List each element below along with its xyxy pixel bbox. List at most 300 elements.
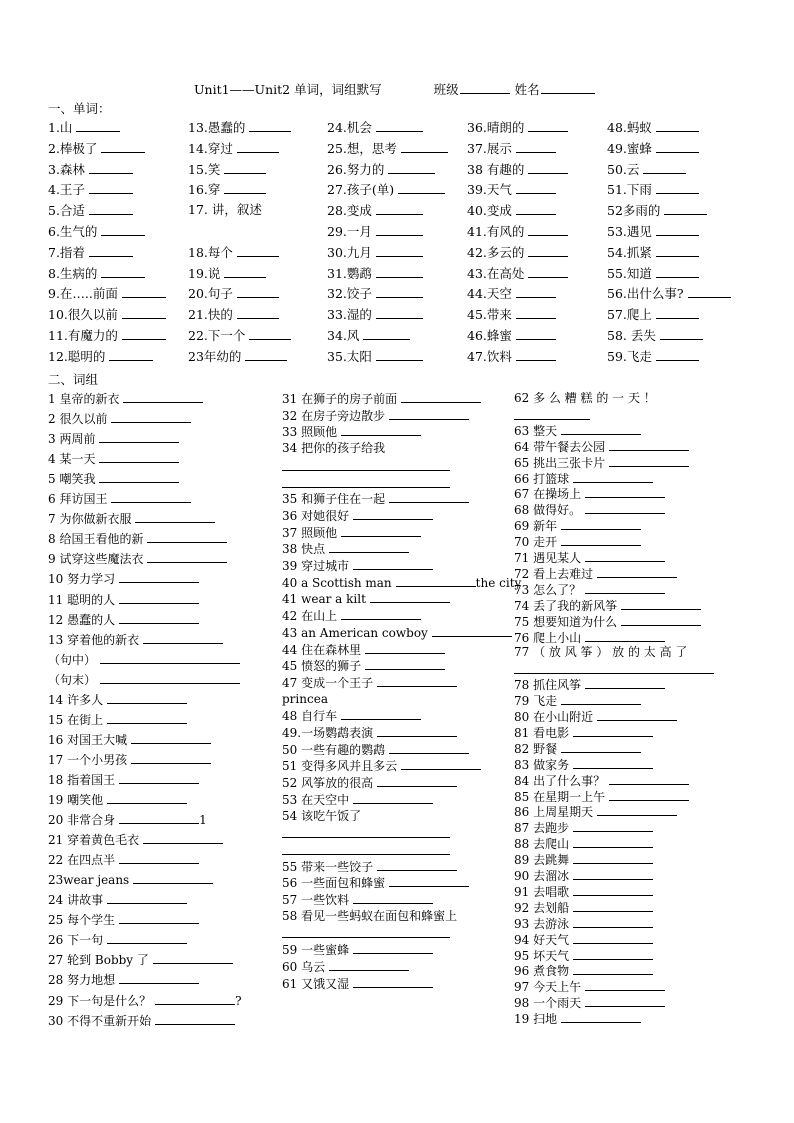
answer-blank[interactable] xyxy=(107,791,187,804)
phrase-prompt: 78 抓住风筝 xyxy=(514,678,582,693)
word-prompt: 30.九月 xyxy=(327,244,372,260)
answer-line[interactable] xyxy=(282,937,450,938)
answer-blank[interactable] xyxy=(249,327,291,340)
answer-blank[interactable] xyxy=(353,507,433,520)
phrase-item xyxy=(514,899,653,915)
phrase-prompt: 12 愚蠢的人 xyxy=(48,612,116,627)
phrase-prompt: 57 一些饮料 xyxy=(282,893,350,907)
answer-blank[interactable] xyxy=(123,390,203,403)
answer-blank[interactable] xyxy=(660,327,703,340)
answer-blank[interactable] xyxy=(388,161,435,174)
answer-blank[interactable] xyxy=(609,788,689,801)
answer-blank[interactable] xyxy=(573,835,653,848)
answer-blank[interactable] xyxy=(573,915,653,928)
word-item xyxy=(48,140,145,156)
answer-blank[interactable] xyxy=(100,651,240,664)
phrase-item xyxy=(282,724,457,740)
answer-blank[interactable] xyxy=(656,306,699,319)
phrase-prompt: 49.一场鹦鹉表演 xyxy=(282,726,374,740)
answer-blank[interactable] xyxy=(122,306,166,319)
phrase-item xyxy=(514,644,687,660)
word-item xyxy=(188,327,291,343)
phrase-prompt: 82 野餐 xyxy=(514,741,558,756)
phrase-prompt: 13 穿着他的新衣 xyxy=(48,632,140,647)
word-prompt: 38 有趣的 xyxy=(467,161,525,177)
answer-blank[interactable] xyxy=(101,223,145,236)
answer-blank[interactable] xyxy=(122,327,166,340)
answer-blank[interactable] xyxy=(585,485,665,498)
word-prompt: 10.很久以前 xyxy=(48,307,118,323)
answer-blank[interactable] xyxy=(656,223,699,236)
word-prompt: 26.努力的 xyxy=(327,161,385,177)
answer-blank[interactable] xyxy=(147,550,227,563)
answer-blank[interactable] xyxy=(376,306,423,319)
word-prompt: 36.晴朗的 xyxy=(467,120,525,135)
answer-blank[interactable] xyxy=(143,831,223,844)
answer-blank[interactable] xyxy=(89,181,133,194)
phrase-prompt: 38 快点 xyxy=(282,542,326,557)
phrase-item xyxy=(48,891,187,907)
answer-blank[interactable] xyxy=(249,119,291,132)
answer-blank[interactable] xyxy=(224,161,266,174)
word-item xyxy=(327,181,445,197)
answer-blank[interactable] xyxy=(561,422,641,435)
phrase-prompt: 87 去跑步 xyxy=(514,821,570,836)
word-prompt: 19.说 xyxy=(188,265,221,281)
answer-blank[interactable] xyxy=(621,613,701,626)
word-item xyxy=(467,265,568,281)
word-prompt: 28.变成 xyxy=(327,203,372,219)
answer-blank[interactable] xyxy=(100,671,240,684)
answer-blank[interactable] xyxy=(389,741,469,754)
answer-blank[interactable] xyxy=(389,490,469,503)
answer-blank[interactable] xyxy=(516,306,556,319)
phrase-item xyxy=(282,507,433,523)
phrase-prompt: （句末） xyxy=(48,672,97,687)
word-prompt: 42.多云的 xyxy=(467,244,525,260)
answer-blank[interactable] xyxy=(573,851,653,864)
phrase-item xyxy=(282,557,433,573)
answer-blank[interactable] xyxy=(609,454,689,467)
answer-blank[interactable] xyxy=(237,140,279,153)
phrase-item xyxy=(48,871,213,887)
word-item xyxy=(607,140,699,156)
phrase-suffix: a xyxy=(320,691,328,706)
answer-blank[interactable] xyxy=(389,874,469,887)
answer-blank[interactable] xyxy=(224,181,266,194)
phrase-prompt: 76 爬上小山 xyxy=(514,630,582,645)
phrase-prompt: 68 做得好。 xyxy=(514,503,582,518)
phrase-prompt: 53 在天空中 xyxy=(282,792,350,807)
answer-blank[interactable] xyxy=(561,1010,641,1023)
word-prompt: 45.带来 xyxy=(467,307,512,323)
word-prompt: 55.知道 xyxy=(607,265,652,281)
answer-blank[interactable] xyxy=(89,161,133,174)
word-item xyxy=(607,161,686,177)
answer-blank[interactable] xyxy=(664,202,707,215)
phrase-prompt: 20 非常合身 xyxy=(48,813,116,828)
answer-blank[interactable] xyxy=(528,244,568,257)
phrase-prompt: 43 an American cowboy xyxy=(282,625,428,640)
word-item xyxy=(327,161,435,177)
phrase-prompt: 64 带午餐去公园 xyxy=(514,439,606,454)
answer-blank[interactable] xyxy=(585,994,665,1007)
answer-blank[interactable] xyxy=(561,740,641,753)
answer-blank[interactable] xyxy=(573,819,653,832)
answer-blank[interactable] xyxy=(111,410,191,423)
answer-blank[interactable] xyxy=(401,140,448,153)
answer-blank[interactable] xyxy=(516,285,556,298)
word-prompt: 17. 讲，叙述 xyxy=(188,202,262,218)
answer-blank[interactable] xyxy=(119,971,199,984)
answer-blank[interactable] xyxy=(376,285,423,298)
answer-blank[interactable] xyxy=(99,430,179,443)
answer-blank[interactable] xyxy=(119,591,199,604)
answer-blank[interactable] xyxy=(573,756,653,769)
answer-blank[interactable] xyxy=(353,975,433,988)
answer-blank[interactable] xyxy=(365,657,445,670)
answer-blank[interactable] xyxy=(377,724,457,737)
phrase-item xyxy=(514,724,653,740)
answer-blank[interactable] xyxy=(377,774,457,787)
answer-blank[interactable] xyxy=(341,707,421,720)
answer-blank[interactable] xyxy=(396,574,476,587)
phrase-item xyxy=(282,540,409,556)
answer-blank[interactable] xyxy=(573,867,653,880)
word-item xyxy=(327,202,423,218)
phrase-prompt: 24 讲故事 xyxy=(48,893,104,908)
phrase-item xyxy=(514,501,665,517)
answer-blank[interactable] xyxy=(398,181,445,194)
answer-blank[interactable] xyxy=(528,223,568,236)
phrase-prompt: 16 对国王大喊 xyxy=(48,732,128,747)
answer-blank[interactable] xyxy=(656,181,699,194)
word-item xyxy=(327,327,410,343)
answer-blank[interactable] xyxy=(656,244,699,257)
phrase-item xyxy=(514,517,641,533)
word-item xyxy=(327,265,423,281)
phrase-item xyxy=(48,550,227,566)
phrase-item xyxy=(514,978,665,994)
answer-blank[interactable] xyxy=(585,501,665,514)
phrase-item xyxy=(514,549,665,565)
phrase-item xyxy=(48,430,179,446)
answer-blank[interactable] xyxy=(224,265,266,278)
phrase-prompt: 75 想要知道为什么 xyxy=(514,614,618,629)
word-prompt: 35.太阳 xyxy=(327,348,372,364)
word-item xyxy=(48,285,166,301)
answer-blank[interactable] xyxy=(147,530,227,543)
answer-blank[interactable] xyxy=(401,757,481,770)
answer-blank[interactable] xyxy=(432,624,512,637)
answer-blank[interactable] xyxy=(329,540,409,553)
answer-blank[interactable] xyxy=(516,202,556,215)
word-prompt: 34.风 xyxy=(327,328,360,343)
answer-line[interactable] xyxy=(282,487,450,488)
word-item xyxy=(607,181,699,197)
phrase-item xyxy=(514,565,677,581)
answer-blank[interactable] xyxy=(153,951,233,964)
word-prompt: 53.遇见 xyxy=(607,224,652,239)
answer-blank[interactable] xyxy=(119,570,199,583)
phrase-item xyxy=(282,808,361,824)
phrase-item xyxy=(48,591,199,607)
answer-blank[interactable] xyxy=(376,119,423,132)
word-item xyxy=(607,285,731,301)
answer-blank[interactable] xyxy=(609,438,689,451)
phrase-item xyxy=(514,708,677,724)
answer-blank[interactable] xyxy=(133,871,213,884)
answer-blank[interactable] xyxy=(119,771,199,784)
word-item xyxy=(327,306,423,322)
phrase-item xyxy=(48,611,199,627)
answer-blank[interactable] xyxy=(107,711,187,724)
word-item xyxy=(48,181,133,197)
answer-blank[interactable] xyxy=(528,265,568,278)
answer-blank[interactable] xyxy=(516,181,556,194)
phrase-item xyxy=(514,851,653,867)
phrase-prompt: 15 在街上 xyxy=(48,712,104,727)
answer-blank[interactable] xyxy=(353,941,433,954)
phrase-prompt: 40 a Scottish man xyxy=(282,575,392,590)
answer-blank[interactable] xyxy=(621,597,701,610)
phrase-item xyxy=(514,470,653,486)
word-prompt: 9.在…..前面 xyxy=(48,286,118,302)
phrase-prompt: 36 对她很好 xyxy=(282,508,350,523)
answer-blank[interactable] xyxy=(341,524,421,537)
answer-blank[interactable] xyxy=(245,348,287,361)
phrase-item xyxy=(514,756,653,772)
word-prompt: 3.森林 xyxy=(48,161,85,177)
word-item xyxy=(467,327,556,343)
answer-blank[interactable] xyxy=(341,423,421,436)
phrase-prompt: 45 愤怒的狮子 xyxy=(282,659,362,674)
phrase-prompt: 39 穿过城市 xyxy=(282,559,350,573)
answer-blank[interactable] xyxy=(597,803,677,816)
answer-blank[interactable] xyxy=(516,348,556,361)
phrase-item xyxy=(514,454,689,470)
answer-blank[interactable] xyxy=(573,724,653,737)
answer-blank[interactable] xyxy=(585,629,665,642)
answer-blank[interactable] xyxy=(585,581,665,594)
answer-blank[interactable] xyxy=(109,348,153,361)
word-prompt: 4.王子 xyxy=(48,182,85,198)
answer-blank[interactable] xyxy=(353,557,433,570)
phrase-item xyxy=(514,931,653,947)
phrase-item xyxy=(282,657,445,673)
word-item xyxy=(607,265,699,281)
phrase-item xyxy=(48,671,240,687)
phrase-item xyxy=(48,390,203,406)
answer-blank[interactable] xyxy=(353,791,433,804)
class-blank[interactable] xyxy=(460,81,510,94)
answer-blank[interactable] xyxy=(377,858,457,871)
answer-blank[interactable] xyxy=(516,327,556,340)
phrase-prompt: 30 不得不重新开始 xyxy=(48,1013,152,1028)
answer-blank[interactable] xyxy=(656,265,699,278)
phrase-suffix: 1 xyxy=(199,813,207,828)
word-item xyxy=(607,202,707,218)
answer-blank[interactable] xyxy=(119,851,199,864)
answer-blank[interactable] xyxy=(528,161,568,174)
answer-blank[interactable] xyxy=(389,407,469,420)
answer-line[interactable] xyxy=(514,673,714,674)
answer-blank[interactable] xyxy=(573,883,653,896)
answer-blank[interactable] xyxy=(573,962,653,975)
phrase-item xyxy=(282,741,469,757)
word-prompt: 14.穿过 xyxy=(188,140,233,156)
answer-blank[interactable] xyxy=(597,708,677,721)
phrase-prompt: 73 怎么了？ xyxy=(514,582,582,597)
word-item xyxy=(48,202,133,218)
answer-blank[interactable] xyxy=(122,285,166,298)
answer-blank[interactable] xyxy=(561,692,641,705)
answer-blank[interactable] xyxy=(131,731,211,744)
answer-blank[interactable] xyxy=(353,891,433,904)
answer-blank[interactable] xyxy=(155,1012,235,1025)
answer-blank[interactable] xyxy=(597,565,677,578)
word-prompt: 23年幼的 xyxy=(188,348,242,364)
phrase-item xyxy=(514,835,653,851)
answer-blank[interactable] xyxy=(573,470,653,483)
phrase-item xyxy=(514,819,653,835)
phrase-prompt: 71 遇见某人 xyxy=(514,551,582,565)
answer-blank[interactable] xyxy=(643,161,686,174)
phrase-prompt: 5 嘲笑我 xyxy=(48,472,96,487)
answer-blank[interactable] xyxy=(370,590,450,603)
phrase-item xyxy=(282,423,421,439)
answer-blank[interactable] xyxy=(89,244,133,257)
answer-line[interactable] xyxy=(282,837,450,838)
phrase-item xyxy=(514,803,677,819)
phrase-prompt: 47 变成一个王子 xyxy=(282,675,374,690)
word-item xyxy=(327,348,423,364)
word-item xyxy=(188,181,266,197)
answer-blank[interactable] xyxy=(656,119,699,132)
word-prompt: 46.蜂蜜 xyxy=(467,328,512,343)
answer-blank[interactable] xyxy=(561,517,641,530)
answer-blank[interactable] xyxy=(143,631,223,644)
answer-blank[interactable] xyxy=(609,772,689,785)
phrase-item xyxy=(514,1010,641,1026)
answer-blank[interactable] xyxy=(101,140,145,153)
answer-blank[interactable] xyxy=(376,223,423,236)
answer-blank[interactable] xyxy=(135,510,215,523)
phrase-item xyxy=(282,674,457,690)
answer-blank[interactable] xyxy=(376,348,423,361)
answer-blank[interactable] xyxy=(363,327,410,340)
answer-blank[interactable] xyxy=(376,202,423,215)
name-blank[interactable] xyxy=(541,81,595,94)
word-prompt: 48.蚂蚁 xyxy=(607,120,652,135)
word-prompt: 2.棒极了 xyxy=(48,140,98,156)
phrase-item xyxy=(282,707,421,723)
answer-blank[interactable] xyxy=(401,390,481,403)
answer-blank[interactable] xyxy=(237,285,279,298)
answer-blank[interactable] xyxy=(131,751,211,764)
answer-blank[interactable] xyxy=(376,244,423,257)
phrase-item xyxy=(282,607,421,623)
word-prompt: 11.有魔力的 xyxy=(48,328,118,343)
answer-blank[interactable] xyxy=(376,265,423,278)
answer-blank[interactable] xyxy=(585,549,665,562)
answer-blank[interactable] xyxy=(76,119,120,132)
answer-blank[interactable] xyxy=(573,947,653,960)
answer-line[interactable] xyxy=(514,419,590,420)
phrase-prompt: 97 今天上午 xyxy=(514,980,582,995)
word-prompt: 44.天空 xyxy=(467,286,512,302)
phrase-item xyxy=(282,574,521,590)
answer-blank[interactable] xyxy=(119,811,199,824)
answer-blank[interactable] xyxy=(107,931,187,944)
answer-blank[interactable] xyxy=(237,306,279,319)
answer-blank[interactable] xyxy=(585,676,665,689)
answer-blank[interactable] xyxy=(107,891,187,904)
answer-blank[interactable] xyxy=(89,202,133,215)
word-prompt: 12.聪明的 xyxy=(48,348,106,364)
word-item xyxy=(607,244,699,260)
word-prompt: 43.在高处 xyxy=(467,265,525,281)
answer-blank[interactable] xyxy=(585,978,665,991)
answer-blank[interactable] xyxy=(107,691,187,704)
answer-blank[interactable] xyxy=(119,911,199,924)
answer-blank[interactable] xyxy=(237,244,279,257)
phrase-prompt: 41 wear a kilt xyxy=(282,592,366,607)
answer-blank[interactable] xyxy=(101,265,145,278)
answer-blank[interactable] xyxy=(656,348,699,361)
phrase-prompt: 84 出了什么事？ xyxy=(514,773,606,788)
phrase-prompt: 54 该吃午饭了 xyxy=(282,808,362,823)
phrase-prompt: 96 煮食物 xyxy=(514,964,570,979)
word-prompt: 22.下一个 xyxy=(188,328,246,343)
answer-line[interactable] xyxy=(282,470,450,471)
answer-blank[interactable] xyxy=(329,958,409,971)
phrase-prompt: 89 去跳舞 xyxy=(514,853,570,868)
phrase-item xyxy=(514,740,641,756)
phrase-prompt: （句中） xyxy=(48,652,97,667)
answer-blank[interactable] xyxy=(528,119,568,132)
answer-blank[interactable] xyxy=(516,140,556,153)
word-item xyxy=(188,140,279,156)
phrase-prompt: 69 新年 xyxy=(514,519,558,534)
word-item xyxy=(48,327,166,343)
answer-blank[interactable] xyxy=(99,470,179,483)
answer-blank[interactable] xyxy=(99,450,179,463)
answer-blank[interactable] xyxy=(656,140,699,153)
phrase-item xyxy=(48,992,242,1008)
answer-blank[interactable] xyxy=(561,533,641,546)
word-prompt: 54.抓紧 xyxy=(607,244,652,260)
answer-blank[interactable] xyxy=(341,607,421,620)
answer-blank[interactable] xyxy=(573,899,653,912)
phrase-prompt: 1 皇帝的新衣 xyxy=(48,392,120,406)
answer-blank[interactable] xyxy=(119,611,199,624)
word-item xyxy=(48,244,133,260)
answer-line[interactable] xyxy=(282,854,450,855)
word-prompt: 33.湿的 xyxy=(327,307,372,323)
answer-blank[interactable] xyxy=(365,641,445,654)
word-item xyxy=(467,140,556,156)
phrase-item xyxy=(282,757,481,773)
answer-blank[interactable] xyxy=(688,285,731,298)
answer-blank[interactable] xyxy=(377,674,457,687)
phrase-item xyxy=(48,1012,235,1028)
phrase-item xyxy=(514,692,641,708)
answer-blank[interactable] xyxy=(155,992,235,1005)
answer-blank[interactable] xyxy=(573,931,653,944)
phrase-item xyxy=(282,891,433,907)
answer-blank[interactable] xyxy=(111,490,191,503)
